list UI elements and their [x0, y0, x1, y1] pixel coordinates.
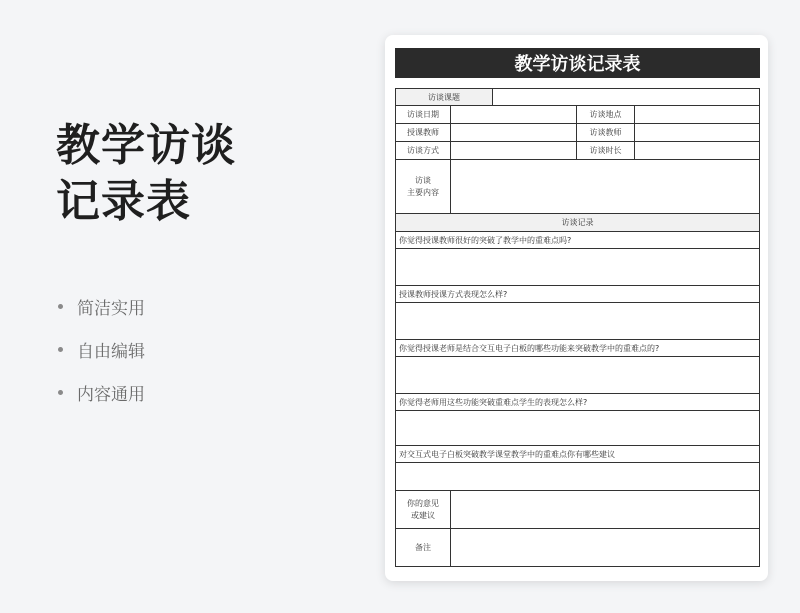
form-preview-card[interactable] — [385, 35, 768, 581]
content-label-line-1: 访谈 — [415, 175, 431, 185]
answer-3-field[interactable] — [396, 357, 759, 394]
form-title: 教学访谈记录表 — [395, 48, 760, 78]
place-label: 访谈地点 — [577, 106, 635, 124]
place-field[interactable] — [635, 106, 759, 124]
promo-title-line-2: 记录表 — [56, 176, 191, 227]
content-label — [396, 160, 451, 214]
remarks-label: 备注 — [396, 529, 451, 566]
promo-title-line-1: 教学访谈 — [56, 120, 236, 171]
topic-field[interactable] — [493, 89, 759, 106]
interview-form-table — [395, 88, 760, 567]
content-field[interactable] — [451, 160, 759, 214]
answer-1-field[interactable] — [396, 249, 759, 286]
feature-item — [58, 285, 145, 328]
opinion-field[interactable] — [451, 491, 759, 529]
feature-label: 简洁实用 — [77, 299, 145, 319]
answer-5-field[interactable] — [396, 463, 759, 491]
bullet-icon — [58, 304, 63, 309]
feature-item — [58, 328, 145, 371]
teacher-label: 授课教师 — [396, 124, 451, 142]
duration-field[interactable] — [635, 142, 759, 160]
feature-label: 内容通用 — [77, 385, 145, 405]
method-field[interactable] — [451, 142, 577, 160]
question-3: 你觉得授课老师是结合交互电子白板的哪些功能来突破教学中的重难点的? — [396, 340, 759, 357]
remarks-field[interactable] — [451, 529, 759, 566]
teacher-field[interactable] — [451, 124, 577, 142]
answer-2-field[interactable] — [396, 303, 759, 340]
question-1: 你觉得授课教师很好的突破了教学中的重难点吗? — [396, 232, 759, 249]
method-label: 访谈方式 — [396, 142, 451, 160]
feature-label: 自由编辑 — [77, 342, 145, 362]
duration-label: 访谈时长 — [577, 142, 635, 160]
bullet-icon — [58, 390, 63, 395]
feature-item — [58, 371, 145, 414]
date-label: 访谈日期 — [396, 106, 451, 124]
topic-label: 访谈课题 — [396, 89, 493, 106]
answer-4-field[interactable] — [396, 411, 759, 446]
record-header: 访谈记录 — [396, 214, 759, 232]
question-4: 你觉得老师用这些功能突破重难点学生的表现怎么样? — [396, 394, 759, 411]
opinion-label-line-1: 你的意见 — [407, 498, 439, 508]
feature-list — [58, 285, 145, 414]
interviewer-label: 访谈教师 — [577, 124, 635, 142]
interviewer-field[interactable] — [635, 124, 759, 142]
opinion-label — [396, 491, 451, 529]
content-label-line-2: 主要内容 — [407, 187, 439, 197]
opinion-label-line-2: 或建议 — [411, 510, 435, 520]
question-2: 授课教师授课方式表现怎么样? — [396, 286, 759, 303]
question-5: 对交互式电子白板突破教学课堂教学中的重难点你有哪些建议 — [396, 446, 759, 463]
promo-title — [56, 118, 236, 230]
bullet-icon — [58, 347, 63, 352]
date-field[interactable] — [451, 106, 577, 124]
